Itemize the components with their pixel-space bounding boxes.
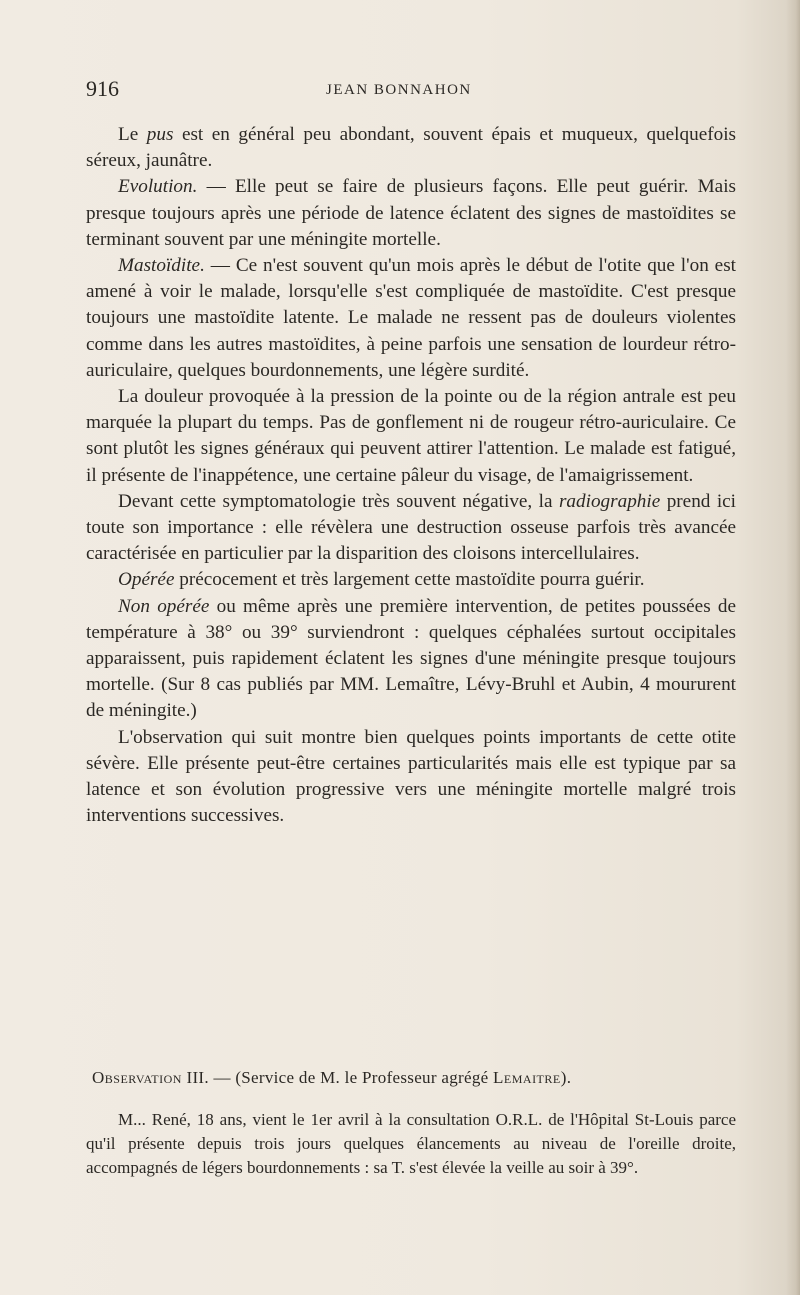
emphasis-mastoidite: Mastoïdite. — [118, 255, 205, 277]
paragraph-douleur — [86, 384, 736, 489]
page-header — [86, 76, 736, 106]
paragraph-pus — [86, 122, 736, 174]
observation-professor: Lemaitre — [493, 1068, 561, 1087]
paragraph-operee — [86, 567, 736, 593]
observation-service: — (Service de M. le Professeur agrégé — [208, 1068, 494, 1087]
emphasis-pus: pus — [146, 124, 174, 145]
observation-text — [86, 1108, 736, 1180]
body-text — [86, 122, 736, 829]
observation-paragraph: M... René, 18 ans, vient le 1er avril à la consultation O.R.L. de l'Hôpital St-Louis parce qu'il présente depuis trois jours quelques élancements au niveau de l'oreille droite, accompagnés de légers bourdonnements : sa T. s'est élevée la veille au soir à 39°. — [86, 1110, 736, 1177]
paragraph-radiographie — [86, 489, 736, 568]
paragraph-text: ou même après une première intervention, de petites poussées de température à 38° ou 39° surviendront : quelques céphalées surtout occipitales apparaissent, puis rapidement éclatent les signes d'une méningite presque toujours mortelle. (Sur 8 cas publiés par MM. Lemaître, Lévy-Bruhl et Aubin, 4 moururent de méningite.) — [86, 595, 736, 722]
paragraph-mastoidite — [86, 253, 736, 384]
paragraph-text: La douleur provoquée à la pression de la pointe ou de la région antrale est peu marquée la plupart du temps. Pas de gonflement ni de rougeur rétro-auriculaire. Ce sont plutôt les signes généraux qui peuvent attirer l'attention. Le malade est fatigué, il présente de l'inappétence, une certaine pâleur du visage, de l'amaigrissement. — [86, 386, 736, 486]
emphasis-non-operee: Non opérée — [118, 595, 210, 617]
paragraph-non-operee — [86, 594, 736, 725]
emphasis-evolution: Evolution. — [118, 176, 198, 198]
observation-label: Observation — [92, 1068, 182, 1087]
observation-number: III. — [181, 1068, 209, 1087]
observation-title — [92, 1068, 752, 1088]
paragraph-text: L'observation qui suit montre bien quelques points importants de cette otite sévère. Elle présente peut-être certaines particularités mais elle est typique par sa latence et son évolution progressive vers une méningite mortelle malgré trois interventions successives. — [86, 726, 736, 827]
paragraph-text: — Elle peut se faire de plusieurs façons. Elle peut guérir. Mais presque toujours après une période de latence éclatent des signes de mastoïdites se terminant souvent par une méningite mortelle. — [86, 176, 736, 250]
paragraph-text: précocement et très largement cette mastoïdite pourra guérir. — [174, 569, 645, 591]
page-number: 916 — [86, 76, 119, 101]
paragraph-text: — Ce n'est souvent qu'un mois après le début de l'otite que l'on est amené à voir le malade, lorsqu'elle s'est compliquée de mastoïdite. C'est presque toujours une mastoïdite latente. Le malade ne ressent pas de douleurs violentes comme dans les autres mastoïdites, à peine parfois une sensation de lourdeur rétro-auriculaire, quelques bourdonnements, une légère surdité. — [86, 255, 736, 381]
paragraph-text: Devant cette symptomatologie très souvent négative, la — [118, 490, 559, 512]
running-head: JEAN BONNAHON — [326, 82, 472, 98]
observation-end: ). — [560, 1068, 572, 1087]
paragraph-text: prend ici toute son importance : elle révèlera une destruction osseuse parfois très avancée caractérisée en particulier par la disparition des cloisons intercellulaires. — [86, 490, 736, 565]
paragraph-evolution — [86, 174, 736, 253]
paragraph-text: Le — [118, 124, 147, 145]
emphasis-operee: Opérée — [118, 569, 175, 591]
book-spine-shadow — [786, 0, 800, 1295]
paragraph-observation-intro — [86, 725, 736, 830]
emphasis-radiographie: radiographie — [558, 490, 661, 512]
paragraph-text: est en général peu abondant, souvent épais et muqueux, quelquefois séreux, jaunâtre. — [86, 124, 736, 172]
